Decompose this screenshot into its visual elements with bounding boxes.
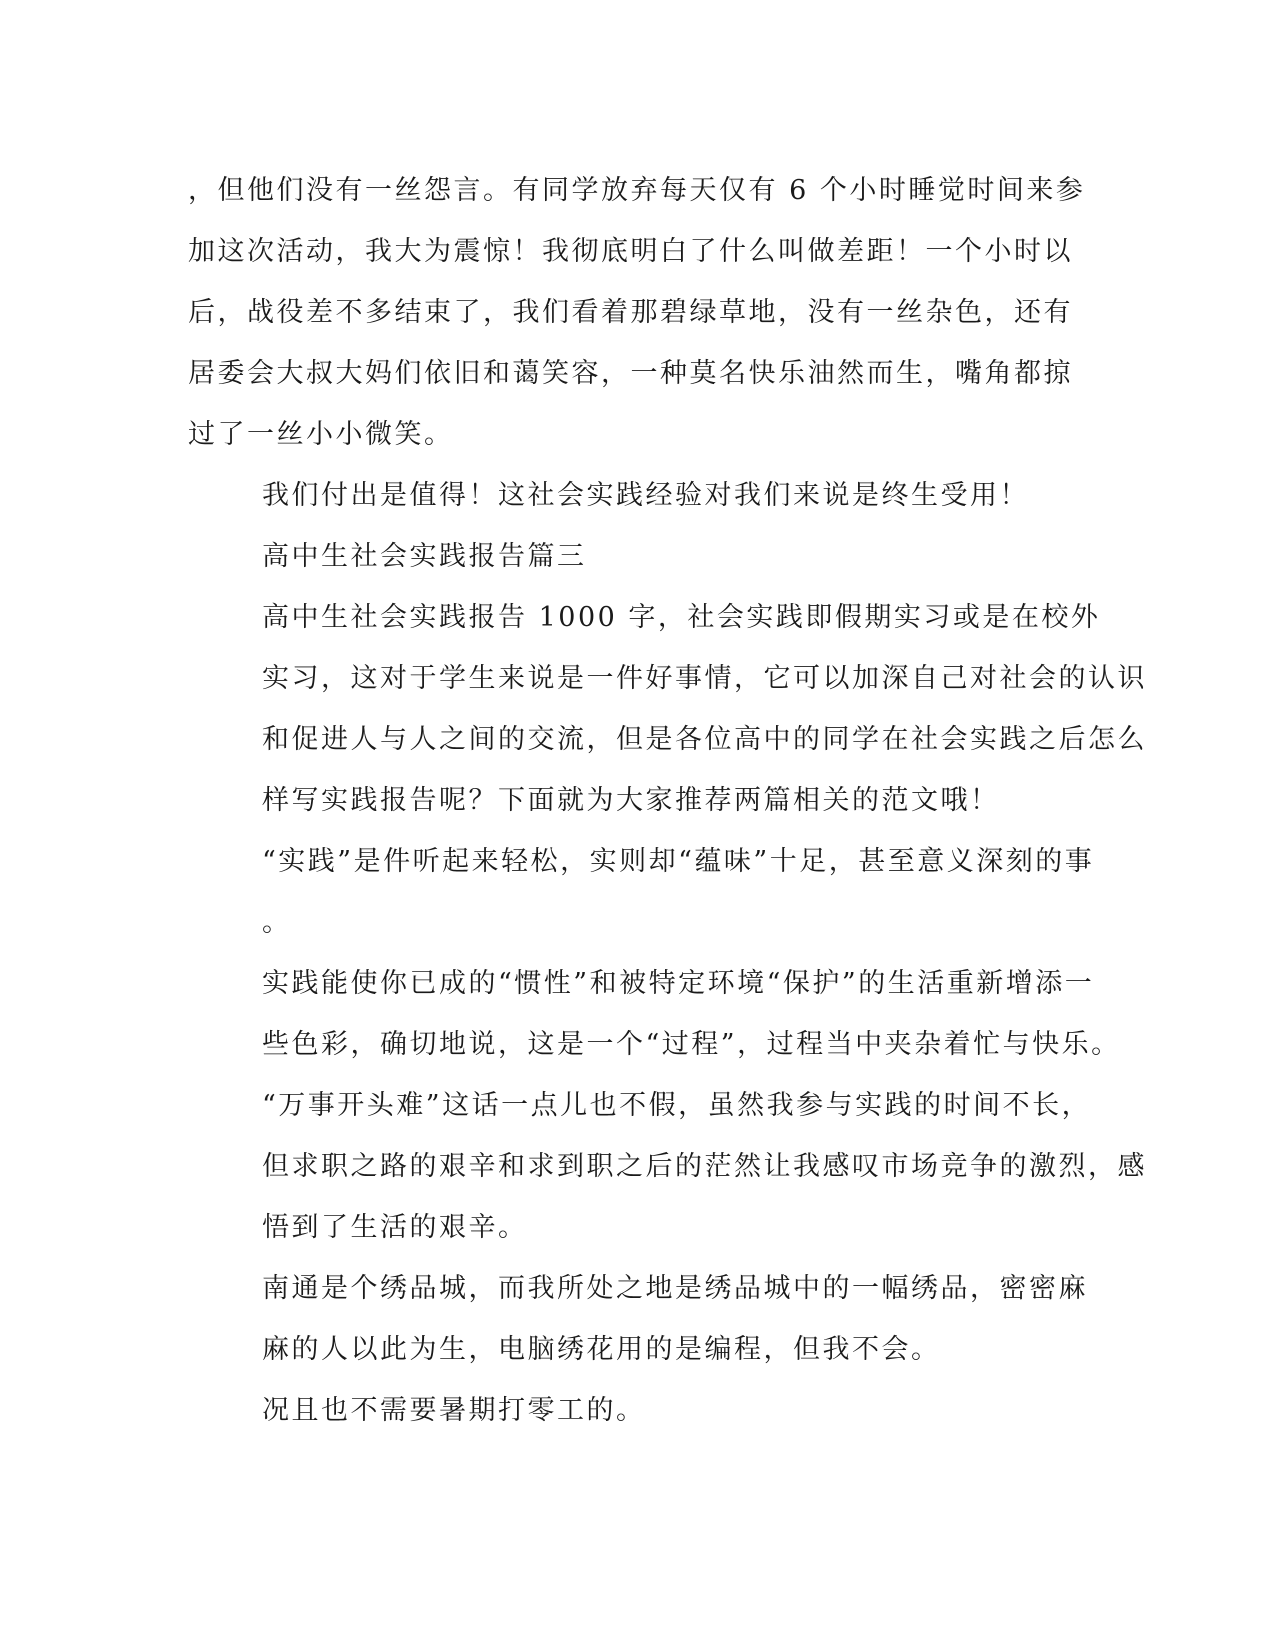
text-line: 况且也不需要暑期打零工的。 xyxy=(262,1395,646,1426)
text-line: 加这次活动，我大为震惊！我彻底明白了什么叫做差距！一个小时以 xyxy=(188,236,1073,267)
paragraph xyxy=(188,160,1086,465)
text-line: 麻的人以此为生，电脑绣花用的是编程，但我不会。 xyxy=(262,1334,941,1365)
text-line: 些色彩，确切地说，这是一个“过程”，过程当中夹杂着忙与快乐。 xyxy=(262,1029,1121,1060)
text-line: 南通是个绣品城，而我所处之地是绣品城中的一幅绣品，密密麻 xyxy=(262,1273,1088,1304)
paragraph xyxy=(188,1075,1147,1258)
paragraph xyxy=(188,587,1147,831)
paragraph xyxy=(188,953,1121,1075)
text-line: 实践能使你已成的“惯性”和被特定环境“保护”的生活重新增添一 xyxy=(262,968,1095,999)
paragraph xyxy=(188,465,1068,526)
text-line: 过了一丝小小微笑。 xyxy=(188,419,454,450)
text-line: “万事开头难”这话一点儿也不假，虽然我参与实践的时间不长， xyxy=(262,1090,1092,1121)
text-line: 后，战役差不多结束了，我们看着那碧绿草地，没有一丝杂色，还有 xyxy=(188,297,1073,328)
paragraph xyxy=(188,1258,1088,1380)
text-line: “实践”是件听起来轻松，实则却“蕴味”十足，甚至意义深刻的事 xyxy=(262,846,1095,877)
text-line: 和促进人与人之间的交流，但是各位高中的同学在社会实践之后怎么 xyxy=(262,724,1147,755)
paragraph xyxy=(188,831,1095,953)
text-line: 样写实践报告呢？下面就为大家推荐两篇相关的范文哦！ xyxy=(262,785,1000,816)
text-line: 。 xyxy=(262,907,292,938)
text-line: 居委会大叔大妈们依旧和蔼笑容，一种莫名快乐油然而生，嘴角都掠 xyxy=(188,358,1073,389)
text-line: 高中生社会实践报告篇三 xyxy=(262,541,587,572)
paragraph xyxy=(188,1380,1068,1441)
text-line: 实习，这对于学生来说是一件好事情，它可以加深自己对社会的认识 xyxy=(262,663,1147,694)
text-line: 但求职之路的艰辛和求到职之后的茫然让我感叹市场竞争的激烈，感 xyxy=(262,1151,1147,1182)
text-line: 我们付出是值得！这社会实践经验对我们来说是终生受用！ xyxy=(262,480,1029,511)
text-line: 高中生社会实践报告 1000 字，社会实践即假期实习或是在校外 xyxy=(262,602,1101,633)
document-body xyxy=(188,160,1147,1441)
paragraph xyxy=(188,526,1068,587)
text-line: 悟到了生活的艰辛。 xyxy=(262,1212,528,1243)
text-line: ，但他们没有一丝怨言。有同学放弃每天仅有 6 个小时睡觉时间来参 xyxy=(188,175,1086,206)
